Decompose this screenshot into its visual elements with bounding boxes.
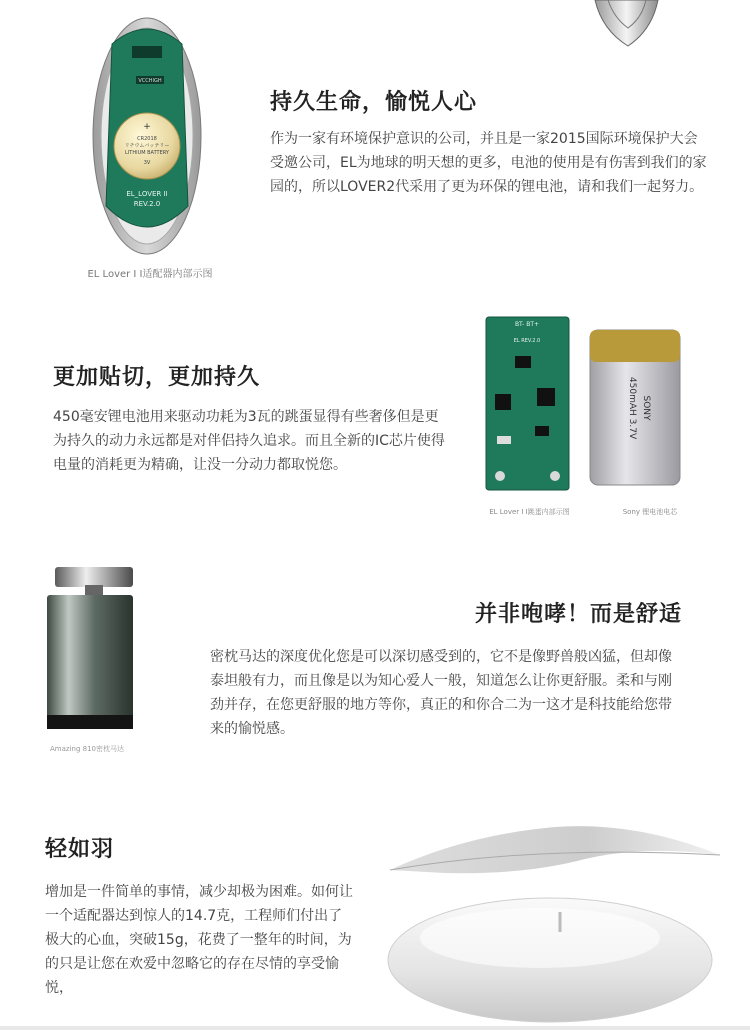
sony-battery-image — [588, 328, 683, 488]
sony-spec: 450mAH 3.7V — [627, 376, 637, 440]
section4-text: 增加是一件简单的事情，减少却极为困难。如何让一个适配器达到惊人的14.7克，工程师们付出了极大的心血，突破15g，花费了一整年的时间，为的只是让您在欢爱中忽略它的存在尽情的享受愉悦， — [45, 884, 353, 996]
section2-text: 450毫安锂电池用来驱动功耗为3瓦的跳蛋显得有些奢侈但是更为持久的动力永远都是对伴侣持久追求。而且全新的IC芯片使得电量的消耗更为精确，让没一分动力都取悦您。 — [53, 409, 445, 473]
bottom-divider — [0, 1026, 750, 1030]
section3-title: 并非咆哮！而是舒适 — [474, 602, 682, 627]
feather-image — [385, 815, 725, 895]
board-small-label: VCCHIGH — [138, 78, 162, 84]
battery-plus: + — [143, 122, 151, 132]
section4-title: 轻如羽 — [45, 837, 115, 862]
battery-model: CR2018 — [137, 136, 157, 142]
adapter-caption: EL Lover I I适配器内部示图 — [87, 269, 213, 280]
device-tip-image — [590, 0, 660, 48]
board-rev-label: EL REV.2.0 — [513, 338, 541, 344]
board-top-label: BT- BT+ — [514, 321, 540, 328]
section2-title: 更加贴切，更加持久 — [53, 365, 261, 390]
adapter-internal-image — [92, 16, 202, 256]
egg-board-caption: EL Lover I I跳蛋内部示图 — [489, 508, 570, 516]
motor-image — [45, 565, 137, 735]
battery-type: LITHIUM BATTERY — [125, 150, 169, 156]
section3-text: 密枕马达的深度优化您是可以深切感受到的，它不是像野兽般凶猛，但却像泰坦般有力，而且像是以为知心爱人一般，知道怎么让你更舒服。柔和与刚劲并存，在您更舒服的地方等你，真正的和你合二为一这才是科技能给您带来的愉悦感。 — [210, 649, 672, 737]
motor-caption: Amazing 810密枕马达 — [50, 745, 124, 753]
adapter-device-image — [385, 890, 715, 1025]
board-label-1: EL_LOVER II — [126, 190, 168, 198]
battery-volt: 3V — [143, 160, 151, 166]
battery-caption: Sony 锂电池电芯 — [622, 508, 678, 516]
sony-label: SONY — [641, 395, 651, 421]
board-label-2: REV.2.0 — [133, 200, 161, 208]
section1-text: 作为一家有环境保护意识的公司，并且是一家2015国际环境保护大会受邀公司，EL为地球的明天想的更多，电池的使用是有伤害到我们的家园的，所以LOVER2代采用了更为环保的锂电池，请和我们一起努力。 — [270, 131, 707, 195]
egg-board-image — [485, 316, 570, 491]
section1-title: 持久生命，愉悦人心 — [270, 90, 478, 115]
battery-jp: リチウムバッテリー — [124, 143, 170, 149]
